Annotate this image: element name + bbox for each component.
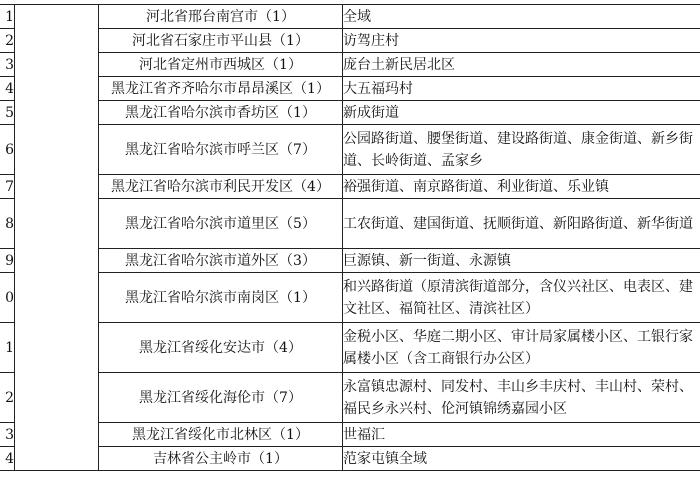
area-cell: 公园路街道、腰堡街道、建设路街道、康金街道、新乡街道、长岭街道、孟家乡 — [343, 125, 700, 175]
table-row — [0, 249, 700, 273]
table-row — [0, 29, 700, 53]
row-number: 0 — [0, 273, 15, 323]
area-cell: 世福汇 — [343, 423, 700, 447]
row-number: 2 — [0, 29, 15, 53]
area-cell: 新成街道 — [343, 101, 700, 125]
region-cell: 黑龙江省绥化海伦市（7） — [99, 373, 343, 423]
region-cell: 吉林省公主岭市（1） — [99, 447, 343, 471]
table-row — [0, 199, 700, 249]
row-number: 4 — [0, 77, 15, 101]
area-cell: 巨源镇、新一街道、永源镇 — [343, 249, 700, 273]
region-cell: 黑龙江省齐齐哈尔市昂昂溪区（1） — [99, 77, 343, 101]
region-cell: 河北省邢台南宫市（1） — [99, 5, 343, 29]
row-number: 8 — [0, 199, 15, 249]
table-row — [0, 125, 700, 175]
row-number: 9 — [0, 249, 15, 273]
region-cell: 黑龙江省哈尔滨市道外区（3） — [99, 249, 343, 273]
table-row — [0, 77, 700, 101]
table-row — [0, 423, 700, 447]
table-row — [0, 447, 700, 471]
area-cell: 永富镇忠源村、同发村、丰山乡丰庆村、丰山村、荣村、福民乡永兴村、伦河镇锦绣嘉园小区 — [343, 373, 700, 423]
row-number: 2 — [0, 373, 15, 423]
table-row — [0, 175, 700, 199]
table-row — [0, 5, 700, 29]
region-cell: 河北省石家庄市平山县（1） — [99, 29, 343, 53]
area-cell: 金税小区、华庭二期小区、审计局家属楼小区、工银行家属楼小区（含工商银行办公区） — [343, 323, 700, 373]
row-number: 3 — [0, 423, 15, 447]
row-number: 1 — [0, 5, 15, 29]
area-cell: 和兴路街道（原清滨街道部分，含仪兴社区、电表区、建文社区、福简社区、清滨社区） — [343, 273, 700, 323]
table-row — [0, 323, 700, 373]
region-cell: 黑龙江省哈尔滨市道里区（5） — [99, 199, 343, 249]
region-cell: 黑龙江省哈尔滨市香坊区（1） — [99, 101, 343, 125]
merged-blank-cell — [15, 5, 99, 471]
area-cell: 庞台土新民居北区 — [343, 53, 700, 77]
area-cell: 范家屯镇全域 — [343, 447, 700, 471]
risk-area-table — [0, 4, 700, 471]
table-row — [0, 373, 700, 423]
area-cell: 工农街道、建国街道、抚顺街道、新阳路街道、新华街道 — [343, 199, 700, 249]
region-cell: 黑龙江省哈尔滨市呼兰区（7） — [99, 125, 343, 175]
table-row — [0, 53, 700, 77]
area-cell: 访驾庄村 — [343, 29, 700, 53]
area-cell: 全域 — [343, 5, 700, 29]
row-number: 6 — [0, 125, 15, 175]
region-cell: 黑龙江省哈尔滨市利民开发区（4） — [99, 175, 343, 199]
table-row — [0, 273, 700, 323]
region-cell: 黑龙江省哈尔滨市南岗区（1） — [99, 273, 343, 323]
row-number: 4 — [0, 447, 15, 471]
row-number: 7 — [0, 175, 15, 199]
region-cell: 黑龙江省绥化市北林区（1） — [99, 423, 343, 447]
row-number: 1 — [0, 323, 15, 373]
region-cell: 黑龙江省绥化安达市（4） — [99, 323, 343, 373]
row-number: 5 — [0, 101, 15, 125]
area-cell: 大五福玛村 — [343, 77, 700, 101]
area-cell: 裕强街道、南京路街道、利业街道、乐业镇 — [343, 175, 700, 199]
region-cell: 河北省定州市西城区（1） — [99, 53, 343, 77]
table-row — [0, 101, 700, 125]
row-number: 3 — [0, 53, 15, 77]
